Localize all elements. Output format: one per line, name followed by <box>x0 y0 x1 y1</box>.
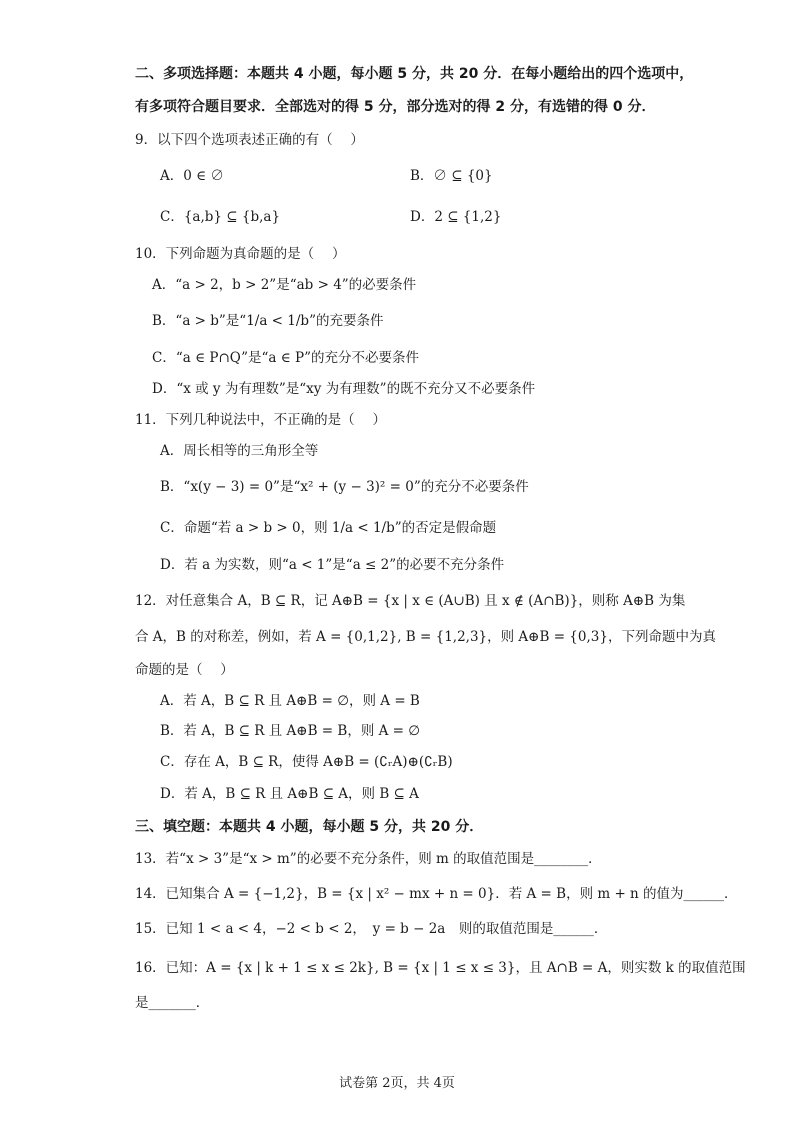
q10-option-c: C．“a ∈ P∩Q”是“a ∈ P”的充分不必要条件 <box>152 350 419 366</box>
q12-option-c: C．存在 A，B ⊆ R，使得 A⊕B = (∁ᵣA)⊕(∁ᵣB) <box>160 754 453 770</box>
q10-option-b: B．“a > b”是“1/a < 1/b”的充要条件 <box>152 313 384 329</box>
section2-heading-line1: 二、多项选择题：本题共 4 小题，每小题 5 分，共 20 分．在每小题给出的四个选项中， <box>135 66 694 82</box>
q9-option-d: D．2 ⊆ {1,2} <box>410 209 502 225</box>
q9-option-a: A．0 ∈ ∅ <box>160 168 224 184</box>
q11-option-a: A．周长相等的三角形全等 <box>160 443 319 459</box>
q11-option-d: D．若 a 为实数，则“a < 1”是“a ≤ 2”的必要不充分条件 <box>160 557 505 573</box>
q10-option-d: D．“x 或 y 为有理数”是“xy 为有理数”的既不充分又不必要条件 <box>152 381 536 397</box>
q12-option-b: B．若 A，B ⊆ R 且 A⊕B = B，则 A = ∅ <box>160 723 421 739</box>
q13-text: 13．若“x > 3”是“x > m”的必要不充分条件，则 m 的取值范围是________． <box>135 851 602 867</box>
q16-text-line1: 16．已知：A = {x | k + 1 ≤ x ≤ 2k}, B = {x | 1 ≤ x ≤ 3}，且 A∩B = A，则实数 k 的取值范围 <box>135 960 746 976</box>
q12-option-a: A．若 A，B ⊆ R 且 A⊕B = ∅，则 A = B <box>160 693 420 709</box>
q12-option-d: D．若 A，B ⊆ R 且 A⊕B ⊆ A，则 B ⊆ A <box>160 786 419 802</box>
q12-stem-line3: 命题的是（ ） <box>135 662 234 678</box>
q9-option-c: C．{a,b} ⊆ {b,a} <box>160 209 281 225</box>
q11-stem: 11．下列几种说法中，不正确的是（ ） <box>135 412 386 428</box>
q15-text: 15．已知 1 < a < 4，−2 < b < 2， y = b − 2a 则的取值范围是______． <box>135 921 608 937</box>
q9-stem: 9．以下四个选项表述正确的有（ ） <box>135 132 364 148</box>
q10-option-a: A．“a > 2，b > 2”是“ab > 4”的必要条件 <box>152 277 417 293</box>
q12-stem-line2: 合 A，B 的对称差，例如，若 A = {0,1,2}, B = {1,2,3}，则 A⊕B = {0,3}，下列命题中为真 <box>135 629 716 645</box>
q12-stem-line1: 12．对任意集合 A，B ⊆ R，记 A⊕B = {x | x ∈ (A∪B) 且 x ∉ (A∩B)}，则称 A⊕B 为集 <box>135 593 686 609</box>
q16-text-line2: 是_______． <box>135 995 210 1011</box>
section2-heading-line2: 有多项符合题目要求．全部选对的得 5 分，部分选对的得 2 分，有选错的得 0 分． <box>135 99 656 115</box>
q11-option-b: B．“x(y − 3) = 0”是“x² + (y − 3)² = 0”的充分不必要条件 <box>160 479 529 495</box>
q9-option-b: B．∅ ⊆ {0} <box>410 168 493 184</box>
q14-text: 14．已知集合 A = {−1,2}，B = {x | x² − mx + n = 0}．若 A = B，则 m + n 的值为______． <box>135 886 738 902</box>
q10-stem: 10．下列命题为真命题的是（ ） <box>135 246 346 262</box>
q11-option-c: C．命题“若 a > b > 0，则 1/a < 1/b”的否定是假命题 <box>160 520 497 536</box>
page-footer: 试卷第 2页，共 4页 <box>339 1076 455 1091</box>
section3-heading: 三、填空题：本题共 4 小题，每小题 5 分，共 20 分． <box>135 819 484 835</box>
